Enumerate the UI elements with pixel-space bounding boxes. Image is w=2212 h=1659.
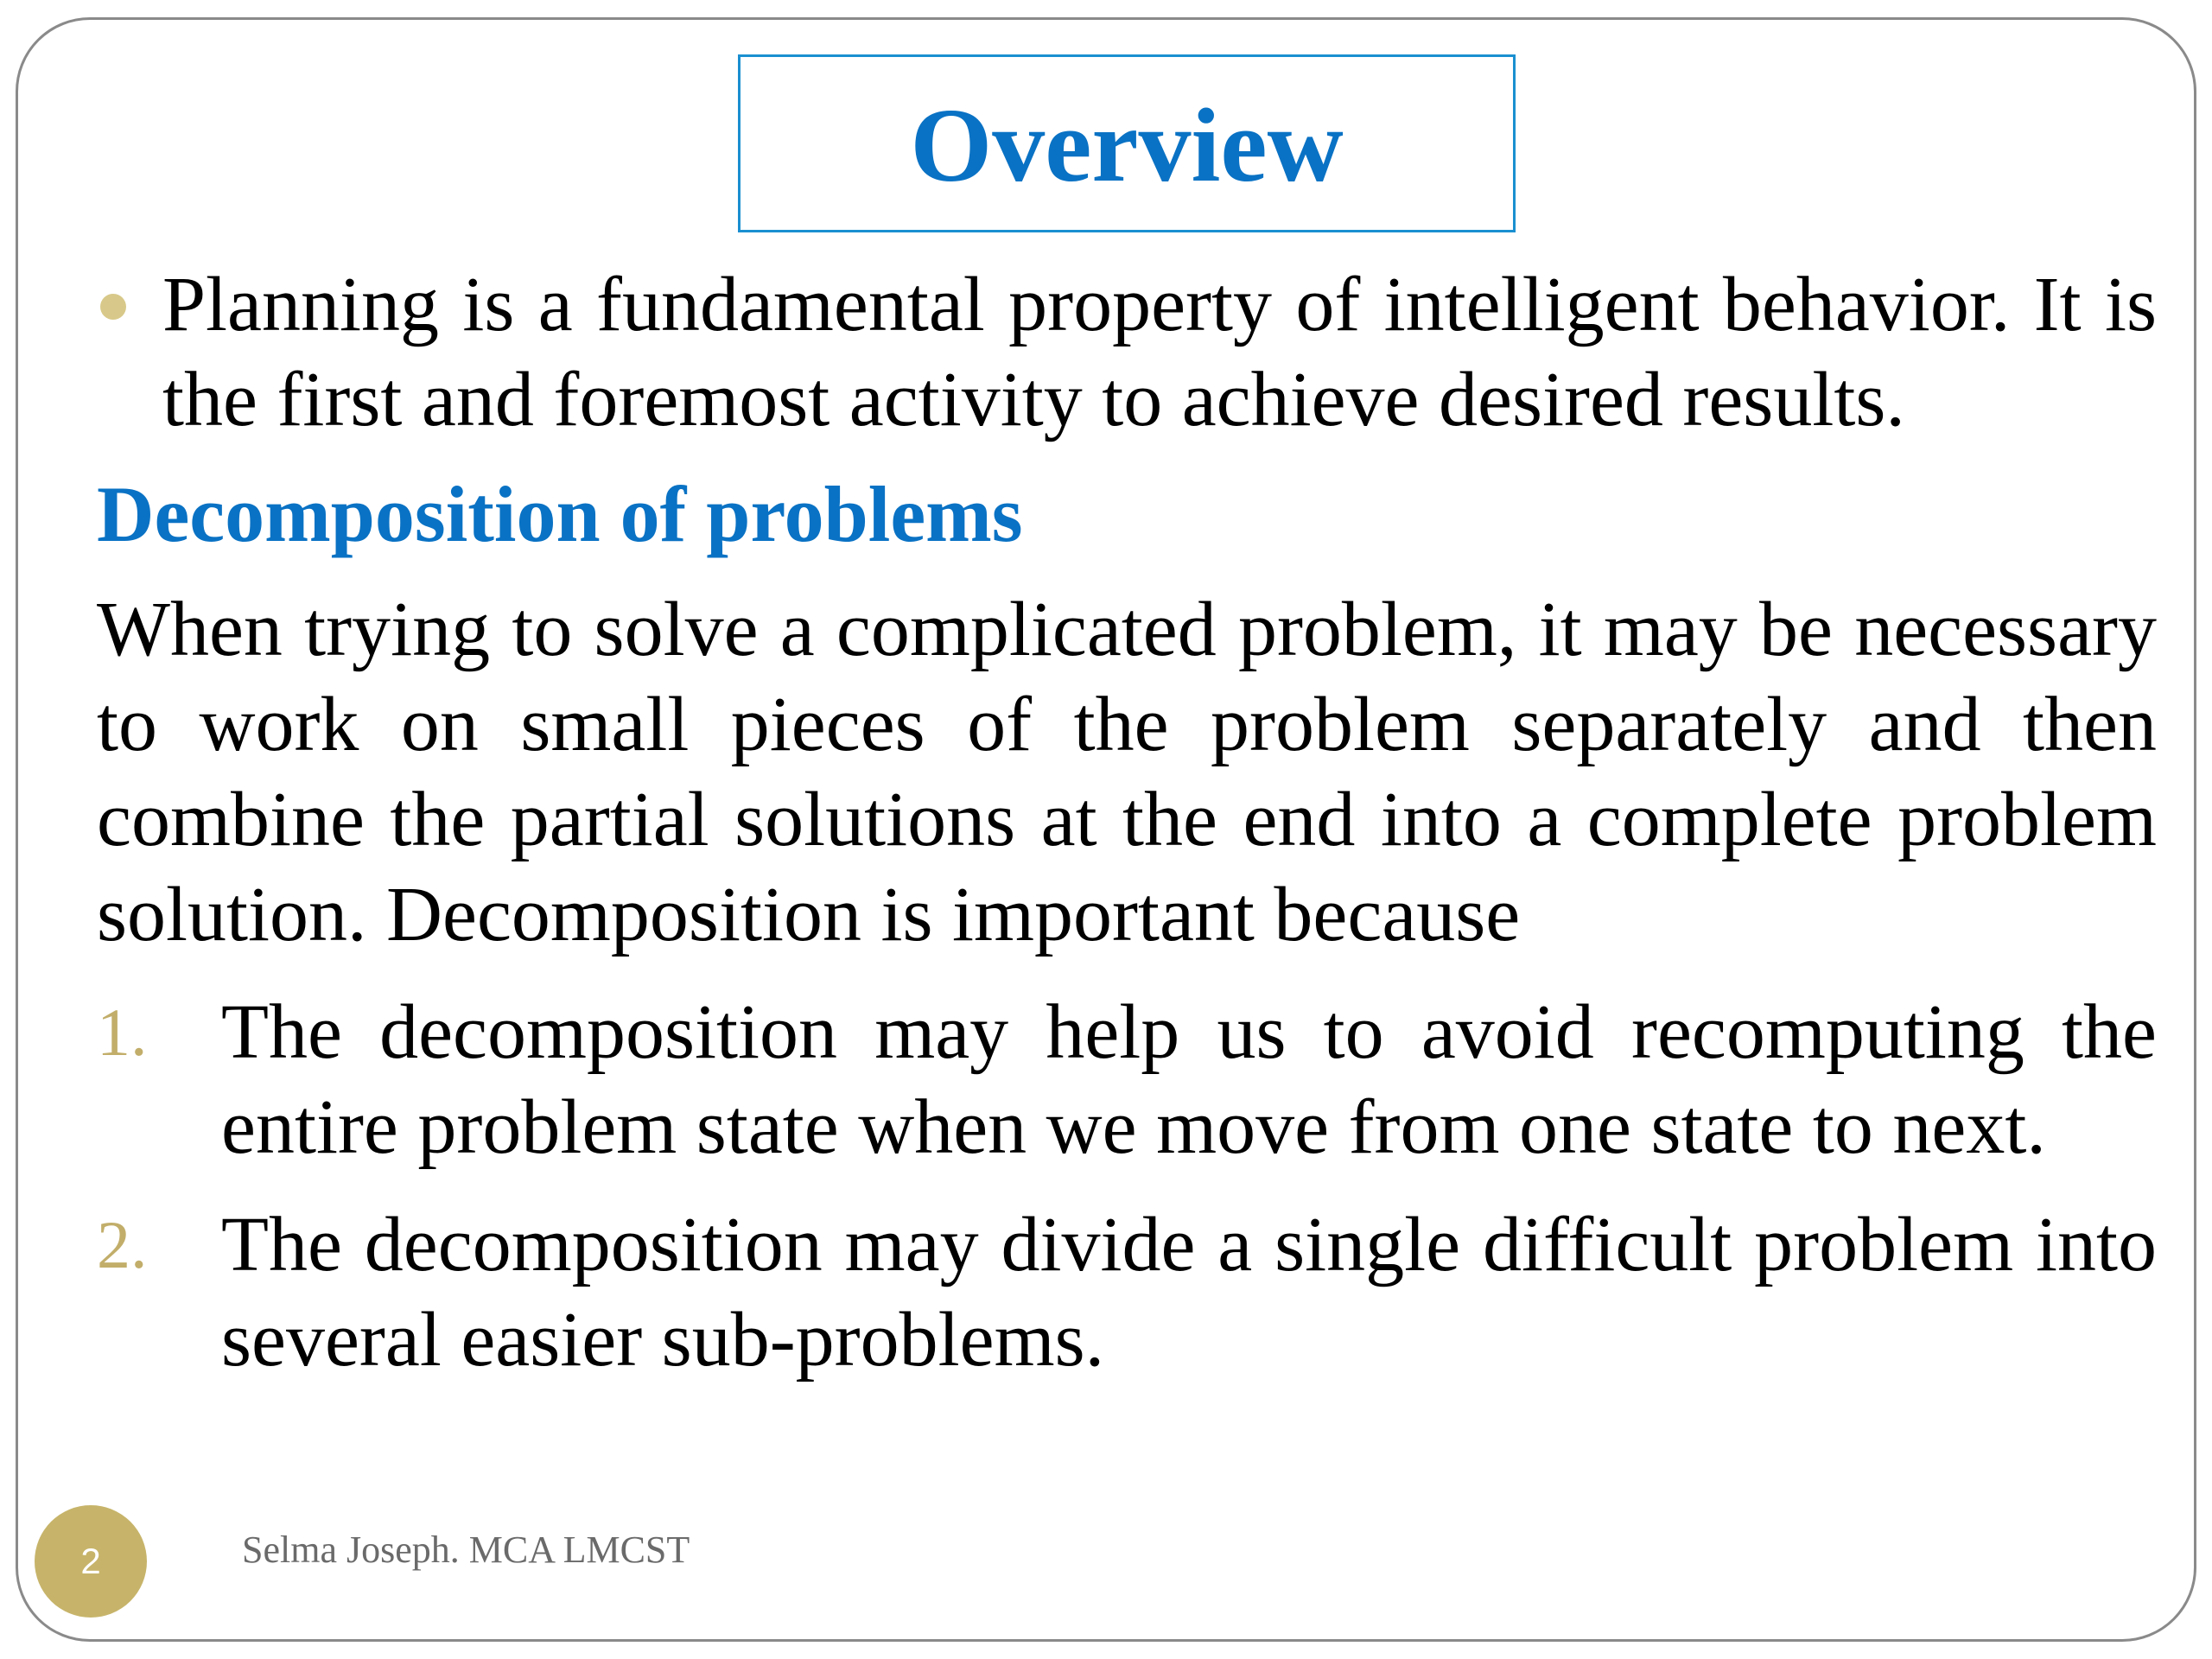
bullet-dot-icon [100,294,126,320]
slide-title: Overview [910,87,1344,204]
list-number: 2. [97,1207,148,1282]
list-item-text: The decomposition may divide a single difficult problem into several easier sub-problems. [221,1202,2157,1382]
page-number-badge [35,1505,147,1618]
title-box [738,54,1516,232]
bullet-text: Planning is a fundamental property of intelligent behavior. It is the first and foremost activity to achieve desired results. [162,262,2157,442]
footer-author: Selma Joseph. MCA LMCST [242,1529,690,1571]
page-number: 2 [80,1541,101,1581]
section-heading: Decomposition of problems [97,470,1023,558]
list-number: 1. [97,995,148,1070]
body-paragraph: When trying to solve a complicated problem, it may be necessary to work on small pieces of the problem separately and then combine the partial solutions at the end into a complete problem solution. Decomposition is important because [97,587,2157,957]
list-item-text: The decomposition may help us to avoid recomputing the entire problem state when we move from one state to next. [221,989,2157,1170]
